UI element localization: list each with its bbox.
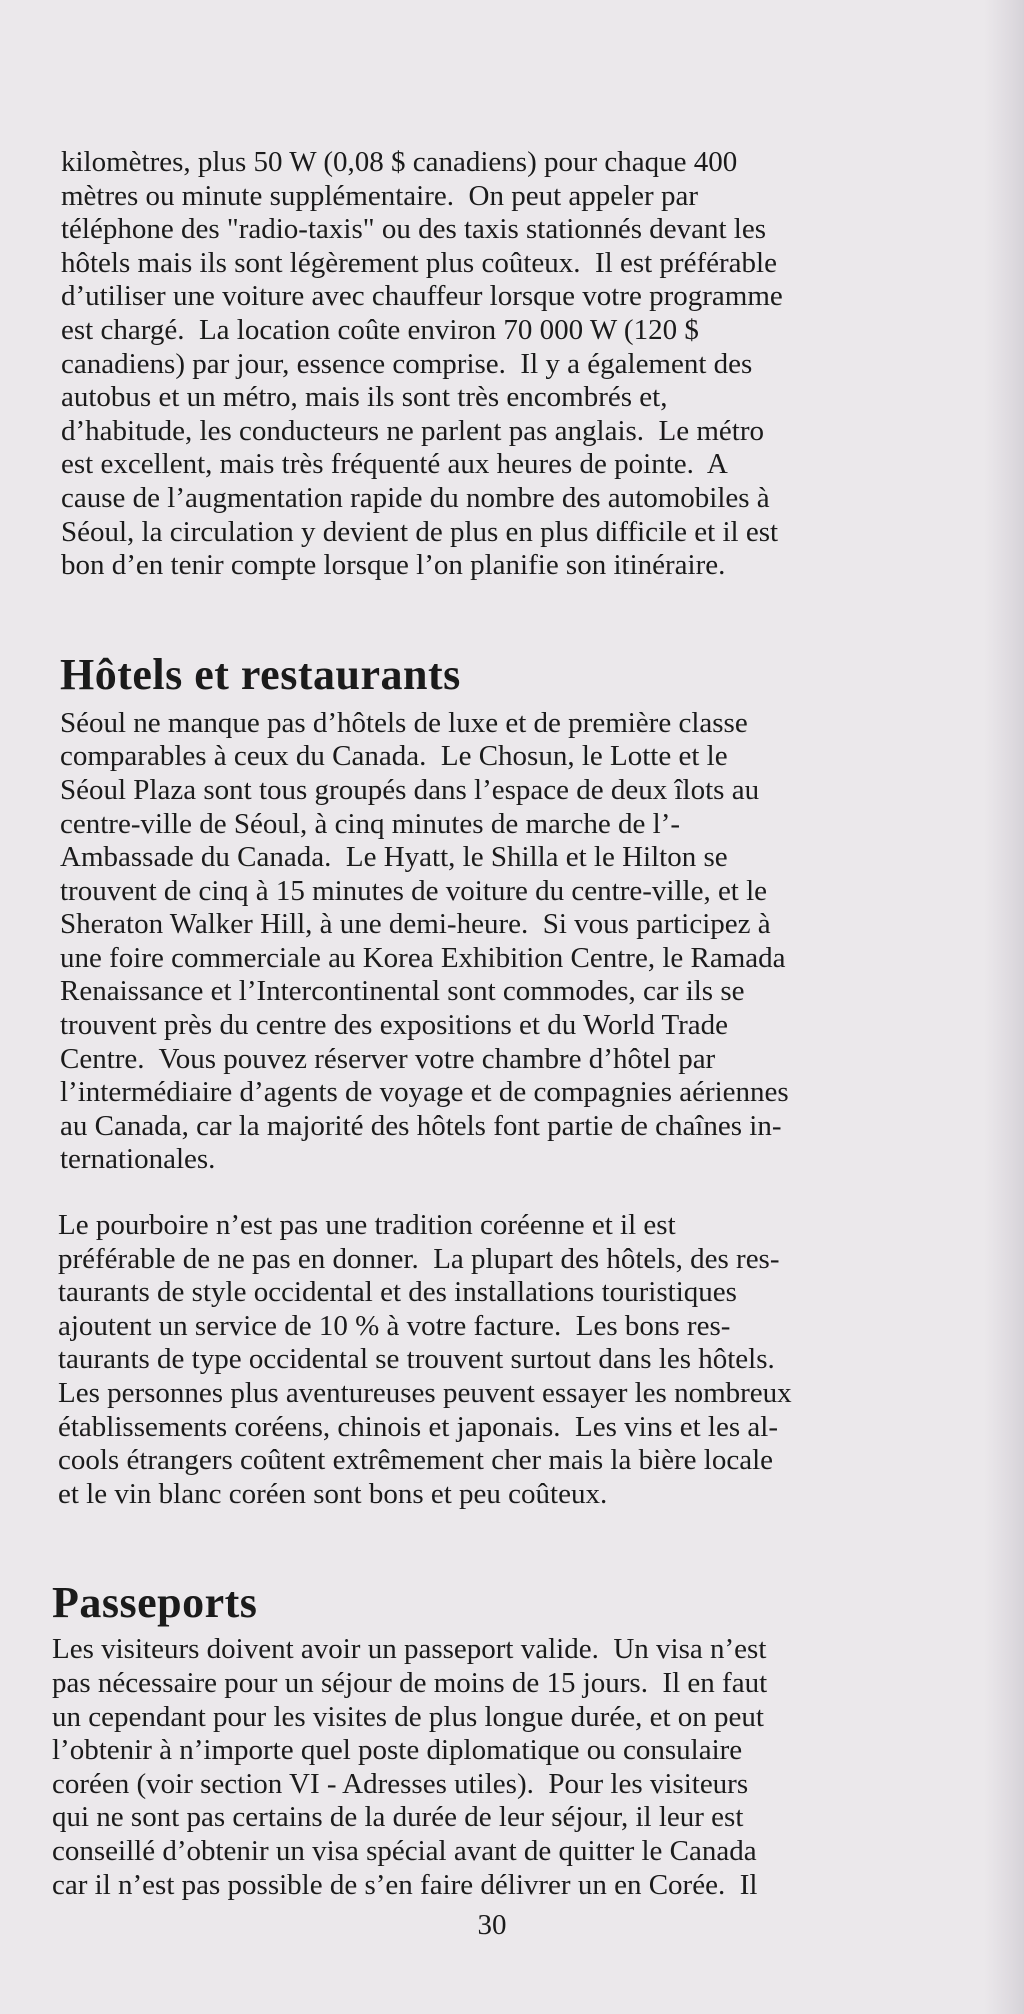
text-line: d’utiliser une voiture avec chauffeur lorsque votre programme — [61, 280, 783, 313]
text-line: Séoul ne manque pas d’hôtels de luxe et de première classe — [60, 706, 748, 739]
hotels-paragraph-2 — [58, 1209, 970, 1511]
text-line: Le pourboire n’est pas une tradition coréenne et il est — [58, 1209, 676, 1242]
text-line: ternationales. — [60, 1143, 216, 1176]
text-line: canadiens) par jour, essence comprise. Il y a également des — [61, 347, 753, 380]
text-line: autobus et un métro, mais ils sont très encombrés et, — [61, 381, 668, 414]
text-line: Ambassade du Canada. Le Hyatt, le Shilla et le Hilton se — [60, 841, 728, 874]
text-line: kilomètres, plus 50 W (0,08 $ canadiens) pour chaque 400 — [61, 146, 738, 178]
intro-paragraph — [61, 146, 970, 583]
text-line: Séoul, la circulation y devient de plus en plus difficile et il est — [61, 515, 779, 548]
text-line: au Canada, car la majorité des hôtels font partie de chaînes in- — [60, 1109, 782, 1142]
text-line: Les personnes plus aventureuses peuvent essayer les nombreux — [58, 1377, 792, 1409]
text-line: et le vin blanc coréen sont bons et peu coûteux. — [58, 1477, 608, 1510]
text-line: pas nécessaire pour un séjour de moins de 15 jours. Il en faut — [52, 1666, 768, 1699]
text-line: taurants de style occidental et des installations touristiques — [58, 1276, 737, 1309]
text-line: une foire commerciale au Korea Exhibition Centre, le Ramada — [60, 941, 786, 974]
text-line: cools étrangers coûtent extrêmement cher mais la bière locale — [58, 1444, 774, 1477]
text-line: ajoutent un service de 10 % à votre facture. Les bons res- — [58, 1309, 731, 1342]
passports-heading: Passeports — [52, 1578, 258, 1628]
text-line: Renaissance et l’Intercontinental sont commodes, car ils se — [60, 975, 745, 1008]
text-line: trouvent de cinq à 15 minutes de voiture du centre-ville, et le — [60, 874, 768, 907]
text-line: qui ne sont pas certains de la durée de leur séjour, il leur est — [52, 1801, 744, 1834]
text-line: comparables à ceux du Canada. Le Chosun, le Lotte et le — [60, 740, 728, 773]
text-line: préférable de ne pas en donner. La plupart des hôtels, des res- — [58, 1242, 780, 1275]
passports-paragraph — [52, 1633, 970, 1902]
text-line: un cependant pour les visites de plus longue durée, et on peut — [52, 1700, 764, 1733]
document-page — [52, 146, 970, 1902]
hotels-heading: Hôtels et restaurants — [60, 649, 461, 699]
text-line: cause de l’augmentation rapide du nombre des automobiles à — [61, 481, 770, 514]
text-line: mètres ou minute supplémentaire. On peut appeler par — [61, 179, 698, 212]
text-line: car il n’est pas possible de s’en faire délivrer un en Corée. Il — [52, 1868, 758, 1901]
text-line: Centre. Vous pouvez réserver votre chambre d’hôtel par — [60, 1042, 716, 1075]
text-line: établissements coréens, chinois et japonais. Les vins et les al- — [58, 1410, 778, 1443]
text-line: l’obtenir à n’importe quel poste diplomatique ou consulaire — [52, 1734, 743, 1767]
text-line: trouvent près du centre des expositions et du World Trade — [60, 1009, 729, 1042]
text-line: Séoul Plaza sont tous groupés dans l’espace de deux îlots au — [60, 773, 760, 806]
text-line: coréen (voir section VI - Adresses utiles). Pour les visiteurs — [52, 1767, 749, 1800]
page-number: 30 — [477, 1909, 507, 1941]
text-line: bon d’en tenir compte lorsque l’on planifie son itinéraire. — [61, 549, 726, 582]
text-line: centre-ville de Séoul, à cinq minutes de marche de l’- — [60, 807, 681, 840]
text-line: taurants de type occidental se trouvent surtout dans les hôtels. — [58, 1343, 775, 1376]
text-line: est excellent, mais très fréquenté aux heures de pointe. A — [61, 448, 728, 481]
text-line: est chargé. La location coûte environ 70 000 W (120 $ — [61, 313, 699, 346]
text-line: conseillé d’obtenir un visa spécial avant de quitter le Canada — [52, 1834, 757, 1867]
text-line: hôtels mais ils sont légèrement plus coûteux. Il est préférable — [61, 246, 777, 279]
text-line: Sheraton Walker Hill, à une demi-heure. Si vous participez à — [60, 908, 771, 941]
text-line: d’habitude, les conducteurs ne parlent pas anglais. Le métro — [61, 414, 765, 447]
facing-page-bleed — [984, 0, 1024, 2014]
text-line: Les visiteurs doivent avoir un passeport valide. Un visa n’est — [52, 1633, 767, 1666]
text-line: téléphone des "radio-taxis" ou des taxis stationnés devant les — [61, 213, 767, 246]
text-line: l’intermédiaire d’agents de voyage et de compagnies aériennes — [60, 1076, 789, 1109]
hotels-paragraph-1 — [60, 707, 970, 1177]
